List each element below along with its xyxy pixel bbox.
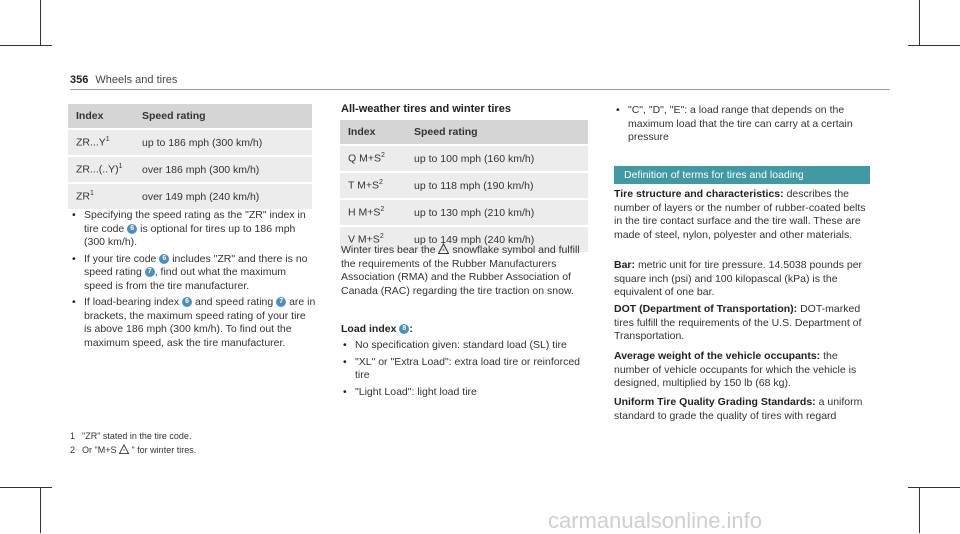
footnote-ref: 2 [380, 206, 385, 214]
callout-6: 6 [127, 224, 137, 234]
callout-6: 6 [182, 297, 192, 307]
definition-text: a uniform standard to grade the quality of tires with regard [614, 396, 863, 422]
rating-cell: over 149 mph (240 km/h) [134, 183, 312, 209]
table-row [68, 156, 312, 183]
index-cell: V M+S [348, 233, 380, 246]
callout-8: 8 [399, 324, 409, 334]
definition-occupant-weight [614, 350, 866, 391]
footnote-ref: 2 [379, 179, 383, 187]
footnote-marker: 1 [70, 431, 76, 441]
list-item: • "C", "D", "E": a load range that depends on the maximum load that the tire can carry at a certain pressure [614, 104, 864, 145]
crop-mark [0, 45, 52, 46]
crop-mark [40, 487, 41, 533]
bullet-text: and speed rating [195, 296, 274, 308]
definition-term: Uniform Tire Quality Grading Standards: [614, 396, 816, 408]
paragraph-text: snowflake symbol and fulfill the requirements of the Rubber Manufacturers Association (RMA) and the Rubber Association of Canada (RAC) regarding the tire traction on snow. [341, 244, 580, 297]
definition-text: DOT-marked tires fulfill the requirements of the U.S. Department of Transportation. [614, 303, 862, 342]
definition-text: the number of vehicle occupants for which the vehicle is designed, multiplied by 150 lb (68 kg). [614, 350, 857, 389]
rating-cell: over 186 mph (300 km/h) [134, 156, 312, 183]
table-row [68, 183, 312, 209]
crop-mark [40, 0, 41, 46]
definition-term: Tire structure and characteristics: [614, 188, 784, 200]
rating-cell: up to 118 mph (190 km/h) [406, 172, 588, 199]
page-header [70, 74, 177, 86]
svg-text:*: * [122, 449, 126, 454]
list-item: • "Light Load": light load tire [341, 386, 587, 400]
definition-term: Average weight of the vehicle occupants: [614, 350, 821, 362]
paragraph-text: Winter tires bear the [341, 244, 436, 257]
list-item [70, 253, 316, 294]
list-item [70, 296, 316, 350]
crop-mark [908, 45, 960, 46]
snowflake-mountain-icon [438, 243, 449, 258]
table-row [340, 145, 588, 172]
table-header-speed: Speed rating [406, 120, 588, 145]
index-cell: ZR...(..Y) [76, 163, 119, 176]
definition-term: DOT (Department of Transportation): [614, 303, 798, 315]
footnote-text: Or "M+S [82, 444, 117, 455]
definition-bar [614, 259, 866, 300]
header-divider [70, 89, 890, 90]
index-cell: H M+S [348, 206, 381, 219]
section-title: Wheels and tires [95, 74, 178, 86]
load-index-heading: Load index 8 : [341, 323, 413, 335]
load-range-list [614, 104, 864, 148]
zr-speed-table [68, 104, 312, 209]
rating-cell: up to 149 mph (240 km/h) [406, 226, 588, 252]
footnote-ref: 1 [118, 163, 123, 171]
list-item: • No specification given: standard load (SL) tire [341, 339, 587, 353]
index-cell: T M+S [348, 179, 380, 192]
speed-rating-notes [70, 209, 316, 353]
definition-tire-structure [614, 188, 866, 242]
bullet-text: If your tire code [84, 252, 157, 265]
bullet-text: , find out what the maximum speed is from the tire manufacturer. [84, 266, 287, 292]
list-item [70, 209, 316, 250]
definition-text: metric unit for tire pressure. 14.5038 pounds per square inch (psi) and 100 kilopascal (kPa) is the equivalent of one bar. [614, 259, 863, 298]
bullet-text: If load-bearing index [84, 296, 180, 308]
crop-mark [908, 487, 960, 488]
crop-mark [919, 487, 920, 533]
bullet-text: Specifying the speed rating as the "ZR" index in tire code [84, 209, 306, 235]
index-cell: ZR [76, 190, 90, 203]
footnote-ref: 2 [380, 152, 385, 160]
svg-text:*: * [442, 248, 446, 254]
definition-dot [614, 303, 866, 344]
callout-7: 7 [276, 297, 286, 307]
winter-tires-paragraph [341, 243, 587, 298]
bullet-text: is optional for tires up to 186 mph (300 km/h). [84, 222, 296, 248]
bullet-text: are in brackets, the maximum speed rating of your tire is above 186 mph (300 km/h). To find out the maximum speed, ask the tire manufacturer. [84, 296, 316, 349]
watermark: carmanualsonline.info [548, 508, 763, 533]
footnote-ref: 1 [105, 136, 110, 144]
list-item: • "XL" or "Extra Load": extra load tire or reinforced tire [341, 356, 587, 383]
footnote-1 [70, 431, 191, 441]
winter-tires-heading: All-weather tires and winter tires [341, 103, 511, 115]
table-header-speed: Speed rating [134, 104, 312, 129]
footnote-text: "ZR" stated in the tire code. [82, 431, 192, 441]
footnote-text: " for winter tires. [131, 444, 197, 455]
definition-term: Bar: [614, 259, 636, 271]
index-cell: ZR...Y [76, 136, 106, 149]
footnote-marker: 2 [70, 444, 76, 455]
table-header-index: Index [340, 120, 406, 145]
definition-text: describes the number of layers or the number of rubber-coated belts in the tire contact surface and the tire wall. These are made of steel, nylon, polyester and other materials. [614, 188, 866, 241]
table-header-index: Index [68, 104, 134, 129]
page-number: 356 [70, 74, 89, 86]
footnote-ref: 2 [379, 233, 384, 241]
callout-7: 7 [145, 267, 155, 277]
bullet-text: includes "ZR" and there is no speed rating [84, 252, 308, 278]
snowflake-mountain-icon [119, 444, 129, 457]
load-index-list [341, 339, 587, 402]
crop-mark [919, 0, 920, 46]
crop-mark [0, 487, 52, 488]
rating-cell: up to 186 mph (300 km/h) [134, 129, 312, 156]
rating-cell: up to 130 mph (210 km/h) [406, 199, 588, 226]
load-index-label: Load index [341, 323, 397, 335]
table-row [340, 172, 588, 199]
footnote-2 [70, 444, 196, 457]
definitions-heading-bar: Definition of terms for tires and loading [614, 166, 870, 184]
ms-speed-table [340, 120, 588, 252]
index-cell: Q M+S [348, 152, 381, 165]
footnote-ref: 1 [90, 190, 94, 198]
table-row [68, 129, 312, 156]
definition-utqg [614, 396, 866, 423]
table-row [340, 199, 588, 226]
rating-cell: up to 100 mph (160 km/h) [406, 145, 588, 172]
callout-6: 6 [159, 254, 169, 264]
